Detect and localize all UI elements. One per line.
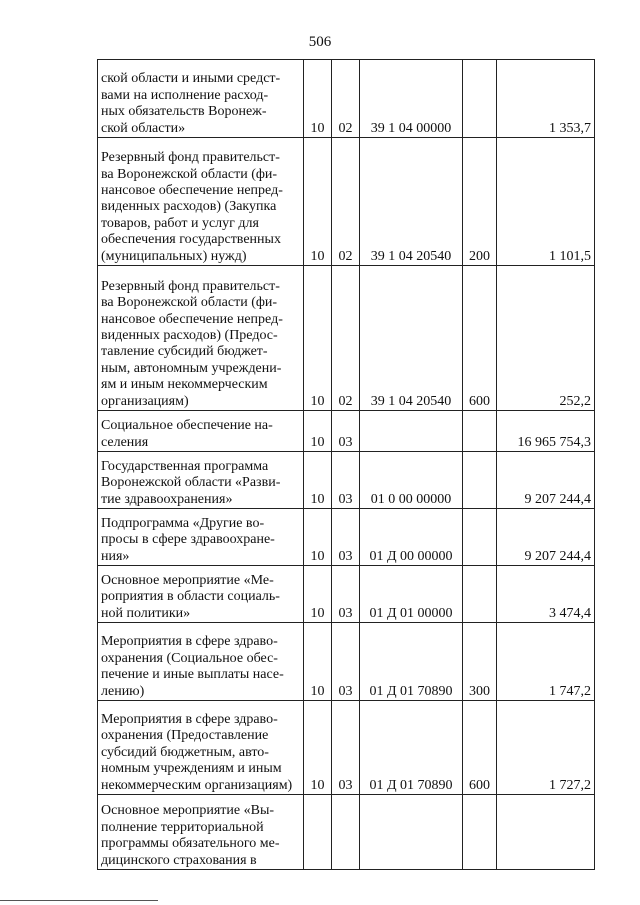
row-name-cell: Мероприятия в сфере здраво- охранения (Предоставление субсидий бюджетным, авто- номным учреждениям и иным некоммерческим организациям) bbox=[98, 701, 304, 795]
row-amount-cell: 1 727,2 bbox=[497, 701, 595, 795]
row-amount-cell: 252,2 bbox=[497, 266, 595, 411]
table-row bbox=[98, 60, 595, 138]
row-subsection-cell: 03 bbox=[332, 566, 360, 623]
row-subsection-cell: 02 bbox=[332, 266, 360, 411]
row-expense-type-cell bbox=[463, 509, 497, 566]
row-name-cell: ской области и иными средст- вами на исполнение расход- ных обязательств Воронеж- ской области» bbox=[98, 60, 304, 138]
table-row bbox=[98, 566, 595, 623]
row-target-article-cell: 01 0 00 00000 bbox=[360, 452, 463, 509]
row-subsection-cell bbox=[332, 795, 360, 870]
row-expense-type-cell bbox=[463, 795, 497, 870]
row-name-cell: Основное мероприятие «Вы- полнение территориальной программы обязательного ме- дицинского страхования в bbox=[98, 795, 304, 870]
row-target-article-cell: 39 1 04 20540 bbox=[360, 138, 463, 266]
table-row bbox=[98, 701, 595, 795]
row-amount-cell: 16 965 754,3 bbox=[497, 411, 595, 452]
row-section-cell: 10 bbox=[304, 509, 332, 566]
row-name-cell: Государственная программа Воронежской области «Разви- тие здравоохранения» bbox=[98, 452, 304, 509]
row-subsection-cell: 02 bbox=[332, 138, 360, 266]
row-target-article-cell bbox=[360, 795, 463, 870]
row-section-cell: 10 bbox=[304, 452, 332, 509]
row-section-cell: 10 bbox=[304, 701, 332, 795]
row-expense-type-cell bbox=[463, 411, 497, 452]
budget-table bbox=[97, 59, 595, 870]
row-section-cell: 10 bbox=[304, 623, 332, 701]
row-target-article-cell: 39 1 04 20540 bbox=[360, 266, 463, 411]
row-subsection-cell: 03 bbox=[332, 623, 360, 701]
row-target-article-cell: 01 Д 01 70890 bbox=[360, 623, 463, 701]
row-section-cell: 10 bbox=[304, 266, 332, 411]
row-name-cell: Резервный фонд правительст- ва Воронежской области (фи- нансовое обеспечение непред- виденных расходов) (Предос- тавление субсидий бюджет- ным, автономным учреждени- ям и иным некоммерческим организациям) bbox=[98, 266, 304, 411]
row-name-cell: Основное мероприятие «Ме- роприятия в области социаль- ной политики» bbox=[98, 566, 304, 623]
page-number: 506 bbox=[308, 34, 332, 50]
row-name-cell: Социальное обеспечение на- селения bbox=[98, 411, 304, 452]
table-row bbox=[98, 266, 595, 411]
row-expense-type-cell bbox=[463, 452, 497, 509]
row-subsection-cell: 02 bbox=[332, 60, 360, 138]
row-target-article-cell bbox=[360, 411, 463, 452]
row-amount-cell: 9 207 244,4 bbox=[497, 452, 595, 509]
row-amount-cell: 1 353,7 bbox=[497, 60, 595, 138]
table-row bbox=[98, 411, 595, 452]
row-target-article-cell: 01 Д 01 00000 bbox=[360, 566, 463, 623]
row-expense-type-cell bbox=[463, 566, 497, 623]
footnote-rule bbox=[0, 900, 158, 901]
row-section-cell: 10 bbox=[304, 411, 332, 452]
table-row bbox=[98, 138, 595, 266]
row-amount-cell: 1 101,5 bbox=[497, 138, 595, 266]
row-subsection-cell: 03 bbox=[332, 701, 360, 795]
row-amount-cell bbox=[497, 795, 595, 870]
row-expense-type-cell: 600 bbox=[463, 266, 497, 411]
row-amount-cell: 1 747,2 bbox=[497, 623, 595, 701]
budget-table-body bbox=[98, 60, 595, 870]
row-expense-type-cell: 300 bbox=[463, 623, 497, 701]
row-name-cell: Мероприятия в сфере здраво- охранения (Социальное обес- печение и иные выплаты насе- лению) bbox=[98, 623, 304, 701]
row-section-cell: 10 bbox=[304, 60, 332, 138]
row-target-article-cell: 01 Д 00 00000 bbox=[360, 509, 463, 566]
table-row bbox=[98, 623, 595, 701]
row-section-cell: 10 bbox=[304, 566, 332, 623]
table-row bbox=[98, 452, 595, 509]
row-amount-cell: 9 207 244,4 bbox=[497, 509, 595, 566]
row-subsection-cell: 03 bbox=[332, 509, 360, 566]
row-amount-cell: 3 474,4 bbox=[497, 566, 595, 623]
row-section-cell bbox=[304, 795, 332, 870]
row-target-article-cell: 01 Д 01 70890 bbox=[360, 701, 463, 795]
row-expense-type-cell: 600 bbox=[463, 701, 497, 795]
row-target-article-cell: 39 1 04 00000 bbox=[360, 60, 463, 138]
row-subsection-cell: 03 bbox=[332, 411, 360, 452]
row-expense-type-cell bbox=[463, 60, 497, 138]
table-row bbox=[98, 795, 595, 870]
row-expense-type-cell: 200 bbox=[463, 138, 497, 266]
row-section-cell: 10 bbox=[304, 138, 332, 266]
row-name-cell: Подпрограмма «Другие во- просы в сфере здравоохране- ния» bbox=[98, 509, 304, 566]
row-name-cell: Резервный фонд правительст- ва Воронежской области (фи- нансовое обеспечение непред- виденных расходов) (Закупка товаров, работ и услуг для обеспечения государственных (муниципальных) нужд) bbox=[98, 138, 304, 266]
table-row bbox=[98, 509, 595, 566]
row-subsection-cell: 03 bbox=[332, 452, 360, 509]
